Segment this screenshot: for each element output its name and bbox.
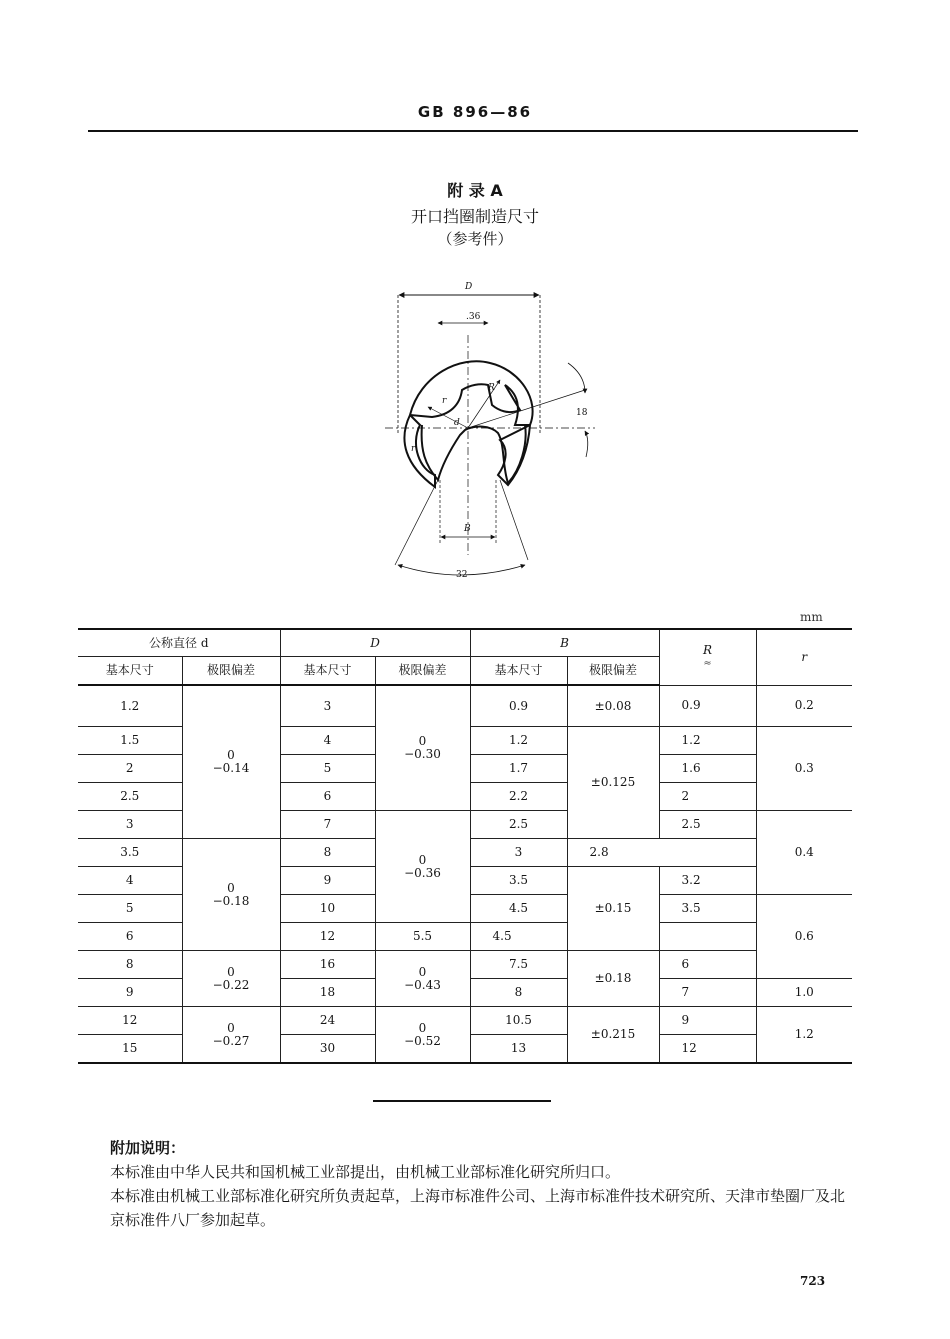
R-value: 3.5 — [659, 895, 756, 923]
angle-ray — [468, 390, 585, 428]
page-number: 723 — [800, 1274, 826, 1288]
header-B: B — [470, 629, 659, 657]
d-value: 8 — [78, 951, 182, 979]
r-value: 0.2 — [756, 685, 852, 727]
D-value: 18 — [280, 979, 375, 1007]
subheader-d-deviation: 极限偏差 — [182, 657, 280, 686]
header-D: D — [280, 629, 470, 657]
D-value: 24 — [280, 1007, 375, 1035]
D-value: 5 — [280, 755, 375, 783]
d-value: 9 — [78, 979, 182, 1007]
R-value: 12 — [659, 1035, 756, 1064]
D-value: 4 — [280, 727, 375, 755]
B-value: 0.9 — [470, 685, 567, 727]
d-value: 1.5 — [78, 727, 182, 755]
notes-paragraph-2: 本标准由机械工业部标准化研究所负责起草，上海市标准件公司、上海市标准件技术研究所、天津市垫圈厂及北京标准件八厂参加起草。 — [110, 1187, 846, 1229]
R-value: 2.8 — [567, 839, 659, 867]
d-deviation: 0 −0.27 — [182, 1007, 280, 1064]
R-value: 6 — [659, 951, 756, 979]
table-row — [78, 685, 852, 727]
D-value: 6 — [280, 783, 375, 811]
r-value: 1.0 — [756, 979, 852, 1007]
R-value: 0.9 — [659, 685, 756, 727]
r-value: 0.4 — [756, 811, 852, 895]
header-r: r — [756, 629, 852, 685]
label-32: 32 — [456, 570, 468, 580]
standard-code: GB 896—86 — [417, 103, 533, 121]
angle-18-arc-lower — [585, 431, 588, 457]
B-value: 2.5 — [470, 811, 567, 839]
notes-paragraph-1: 本标准由中华人民共和国机械工业部提出，由机械工业部标准化研究所归口。 — [110, 1163, 621, 1181]
retaining-ring-drawing — [380, 275, 610, 585]
B-value: 10.5 — [470, 1007, 567, 1035]
subheader-d-basic: 基本尺寸 — [78, 657, 182, 686]
appendix-subtitle: 开口挡圈制造尺寸 — [410, 207, 539, 226]
appendix-note: （参考件） — [437, 230, 513, 248]
appendix-title: 附 录 A — [447, 181, 503, 200]
B-deviation: ±0.08 — [567, 685, 659, 727]
d-value: 12 — [78, 1007, 182, 1035]
B-value: 1.2 — [470, 727, 567, 755]
subheader-B-basic: 基本尺寸 — [470, 657, 567, 686]
R-value: 3.2 — [659, 867, 756, 895]
B-value: 7.5 — [470, 951, 567, 979]
d-value: 15 — [78, 1035, 182, 1064]
angle-32-ray-right — [500, 480, 528, 560]
R-value: 1.6 — [659, 755, 756, 783]
d-value: 2.5 — [78, 783, 182, 811]
radius-R-line — [468, 380, 500, 428]
subheader-B-deviation: 极限偏差 — [567, 657, 659, 686]
dimension-table — [78, 628, 852, 1064]
ring-outline — [404, 361, 532, 487]
label-r-bottom: r — [411, 444, 416, 454]
B-deviation: ±0.215 — [567, 1007, 659, 1064]
R-value: 4.5 — [470, 923, 567, 951]
d-deviation: 0 −0.18 — [182, 839, 280, 951]
label-36: .36 — [466, 312, 481, 322]
D-value: 3 — [280, 685, 375, 727]
d-value: 4 — [78, 867, 182, 895]
B-value: 1.7 — [470, 755, 567, 783]
B-value: 13 — [470, 1035, 567, 1064]
table-row — [78, 1007, 852, 1035]
header-R-label: R — [702, 643, 713, 658]
label-d: d — [454, 418, 460, 428]
B-deviation: ±0.18 — [567, 951, 659, 1007]
subheader-D-basic: 基本尺寸 — [280, 657, 375, 686]
R-value: 9 — [659, 1007, 756, 1035]
R-value: 7 — [659, 979, 756, 1007]
end-rule — [373, 1100, 551, 1102]
D-value: 10 — [280, 895, 375, 923]
d-value: 3.5 — [78, 839, 182, 867]
d-value: 3 — [78, 811, 182, 839]
header-rule — [88, 130, 858, 132]
B-value: 3.5 — [470, 867, 567, 895]
d-deviation: 0 −0.14 — [182, 685, 280, 839]
D-value: 30 — [280, 1035, 375, 1064]
D-value: 16 — [280, 951, 375, 979]
d-deviation: 0 −0.22 — [182, 951, 280, 1007]
label-B: B — [464, 524, 471, 534]
D-value: 8 — [280, 839, 375, 867]
additional-notes — [110, 1136, 850, 1232]
d-value: 1.2 — [78, 685, 182, 727]
D-value: 7 — [280, 811, 375, 839]
R-value: 1.2 — [659, 727, 756, 755]
unit-label: mm — [800, 610, 823, 624]
D-value: 9 — [280, 867, 375, 895]
B-value: 8 — [470, 979, 567, 1007]
D-value: 12 — [280, 923, 375, 951]
ring-body — [422, 425, 526, 483]
D-deviation: 0 −0.36 — [375, 811, 470, 923]
angle-18-arc — [568, 363, 585, 393]
angle-32-ray-left — [395, 480, 438, 565]
header-R-approx: ≈ — [703, 658, 712, 670]
B-value: 5.5 — [375, 923, 470, 951]
label-R: R — [488, 383, 495, 393]
notes-heading: 附加说明： — [110, 1139, 186, 1157]
B-value: 2.2 — [470, 783, 567, 811]
B-value: 3 — [470, 839, 567, 867]
d-value: 2 — [78, 755, 182, 783]
header-R — [659, 629, 756, 685]
d-value: 6 — [78, 923, 182, 951]
B-deviation: ±0.125 — [567, 727, 659, 839]
r-value: 1.2 — [756, 1007, 852, 1064]
R-value: 2.5 — [659, 811, 756, 839]
header-nominal-d: 公称直径 d — [78, 629, 280, 657]
subheader-D-deviation: 极限偏差 — [375, 657, 470, 686]
B-deviation: ±0.15 — [567, 867, 659, 951]
d-value: 5 — [78, 895, 182, 923]
r-value: 0.3 — [756, 727, 852, 811]
r-value: 0.6 — [756, 895, 852, 979]
table-row — [78, 951, 852, 979]
label-r-top: r — [442, 396, 447, 406]
B-value: 4.5 — [470, 895, 567, 923]
D-deviation: 0 −0.52 — [375, 1007, 470, 1064]
D-deviation: 0 −0.43 — [375, 951, 470, 1007]
D-deviation: 0 −0.30 — [375, 685, 470, 811]
label-18: 18 — [576, 408, 588, 418]
R-value: 2 — [659, 783, 756, 811]
label-D: D — [465, 282, 473, 292]
